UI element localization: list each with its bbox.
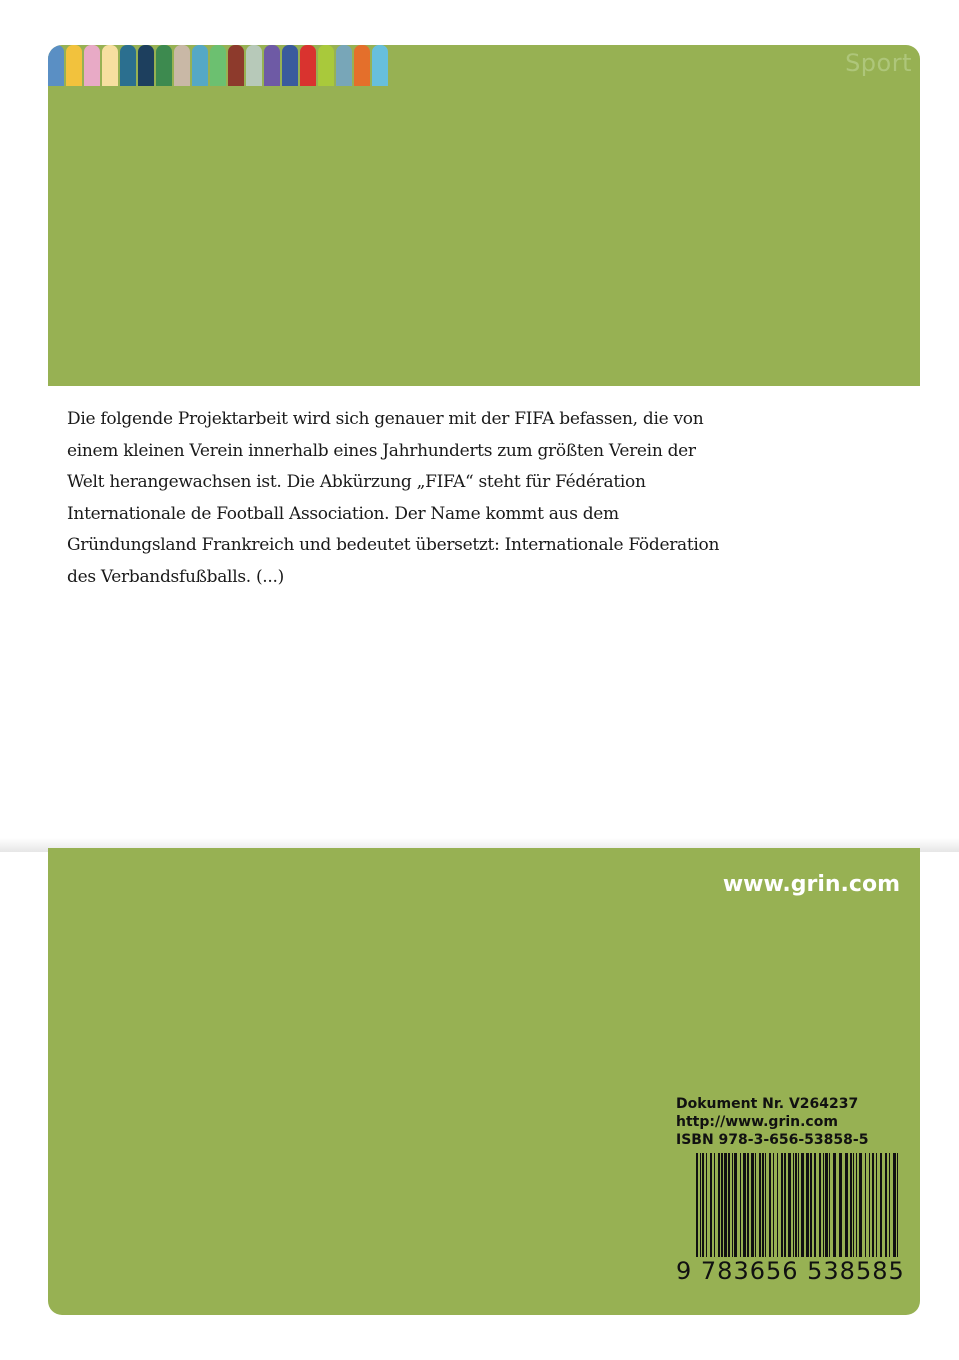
publisher-url: http://www.grin.com: [676, 1114, 838, 1130]
barcode-bar: [845, 1153, 848, 1257]
barcode-bar: [850, 1153, 852, 1257]
barcode-bar: [755, 1153, 756, 1257]
publication-info: [676, 1095, 868, 1149]
barcode-bar: [856, 1153, 857, 1257]
barcode-bar: [829, 1153, 830, 1257]
color-stripe: [228, 45, 244, 86]
barcode-bar: [732, 1153, 733, 1257]
color-stripe: [300, 45, 316, 86]
color-stripe: [318, 45, 334, 86]
barcode-bar: [872, 1153, 874, 1257]
color-stripe: [102, 45, 118, 86]
barcode-bar: [810, 1153, 812, 1257]
barcode-bar: [889, 1153, 890, 1257]
color-stripe: [372, 45, 388, 86]
barcode-bar: [781, 1153, 783, 1257]
color-stripe: [210, 45, 226, 86]
isbn: ISBN 978-3-656-53858-5: [676, 1132, 869, 1148]
color-stripe: [336, 45, 352, 86]
barcode-bar: [798, 1153, 799, 1257]
barcode-bar: [853, 1153, 854, 1257]
color-stripe: [84, 45, 100, 86]
barcode-bar: [734, 1153, 737, 1257]
barcode-bar: [702, 1153, 704, 1257]
blurb-line: Internationale de Football Association. Der Name kommt aus dem: [67, 503, 619, 524]
document-number: Dokument Nr. V264237: [676, 1096, 859, 1112]
barcode-bar: [747, 1153, 749, 1257]
barcode-bar: [869, 1153, 870, 1257]
barcode-bar: [759, 1153, 761, 1257]
barcode-bar: [893, 1153, 896, 1257]
color-stripe: [264, 45, 280, 86]
barcode-bar: [795, 1153, 797, 1257]
barcode-bar: [769, 1153, 771, 1257]
barcode-bar: [788, 1153, 791, 1257]
barcode-bar: [825, 1153, 828, 1257]
barcode-bar: [700, 1153, 701, 1257]
color-stripes: [48, 45, 390, 86]
barcode-bar: [814, 1153, 816, 1257]
blurb-line: Die folgende Projektarbeit wird sich genauer mit der FIFA befassen, die von: [67, 409, 704, 429]
blurb-line: Gründungsland Frankreich und bedeutet übersetzt: Internationale Föderation: [67, 535, 720, 556]
cover-bottom-panel: [48, 848, 920, 1315]
barcode-bar: [876, 1153, 877, 1257]
barcode-bar: [762, 1153, 764, 1257]
barcode-bar: [740, 1153, 741, 1257]
barcode-bar: [806, 1153, 809, 1257]
barcode-bar: [773, 1153, 774, 1257]
color-stripe: [156, 45, 172, 86]
barcode-bar: [718, 1153, 720, 1257]
barcode-bar: [696, 1153, 698, 1257]
isbn-barcode: [676, 1153, 904, 1287]
color-stripe: [66, 45, 82, 86]
blurb-line: einem kleinen Verein innerhalb eines Jahrhunderts zum größten Verein der: [67, 440, 696, 461]
barcode-bar: [819, 1153, 821, 1257]
blurb-line: Welt herangewachsen ist. Die Abkürzung „FIFA“ steht für Fédération: [67, 472, 646, 493]
cover-top-panel: [48, 45, 920, 386]
color-stripe: [48, 45, 64, 86]
barcode-bar: [721, 1153, 723, 1257]
barcode-bar: [706, 1153, 707, 1257]
barcode-bar: [833, 1153, 836, 1257]
barcode-bars: [696, 1153, 900, 1257]
publisher-website: www.grin.com: [722, 872, 900, 897]
barcode-bar: [714, 1153, 715, 1257]
barcode-bar: [765, 1153, 766, 1257]
color-stripe: [138, 45, 154, 86]
barcode-bar: [801, 1153, 804, 1257]
barcode-bar: [885, 1153, 887, 1257]
barcode-digits: 9 783656 538585: [676, 1257, 905, 1285]
color-stripe: [174, 45, 190, 86]
color-stripe: [354, 45, 370, 86]
barcode-bar: [751, 1153, 754, 1257]
barcode-bar: [743, 1153, 746, 1257]
blurb-line: des Verbandsfußballs. (...): [67, 566, 284, 587]
color-stripe: [192, 45, 208, 86]
barcode-bar: [897, 1153, 898, 1257]
barcode-bar: [777, 1153, 778, 1257]
barcode-bar: [859, 1153, 862, 1257]
color-stripe: [246, 45, 262, 86]
barcode-bar: [865, 1153, 866, 1257]
barcode-bar: [823, 1153, 824, 1257]
barcode-bar: [728, 1153, 730, 1257]
barcode-bar: [793, 1153, 794, 1257]
barcode-bar: [880, 1153, 882, 1257]
blurb-text: [67, 404, 807, 594]
barcode-bar: [839, 1153, 842, 1257]
barcode-bar: [784, 1153, 786, 1257]
category-label: Sport: [845, 49, 912, 77]
barcode-bar: [710, 1153, 712, 1257]
barcode-bar: [724, 1153, 727, 1257]
color-stripe: [120, 45, 136, 86]
color-stripe: [282, 45, 298, 86]
